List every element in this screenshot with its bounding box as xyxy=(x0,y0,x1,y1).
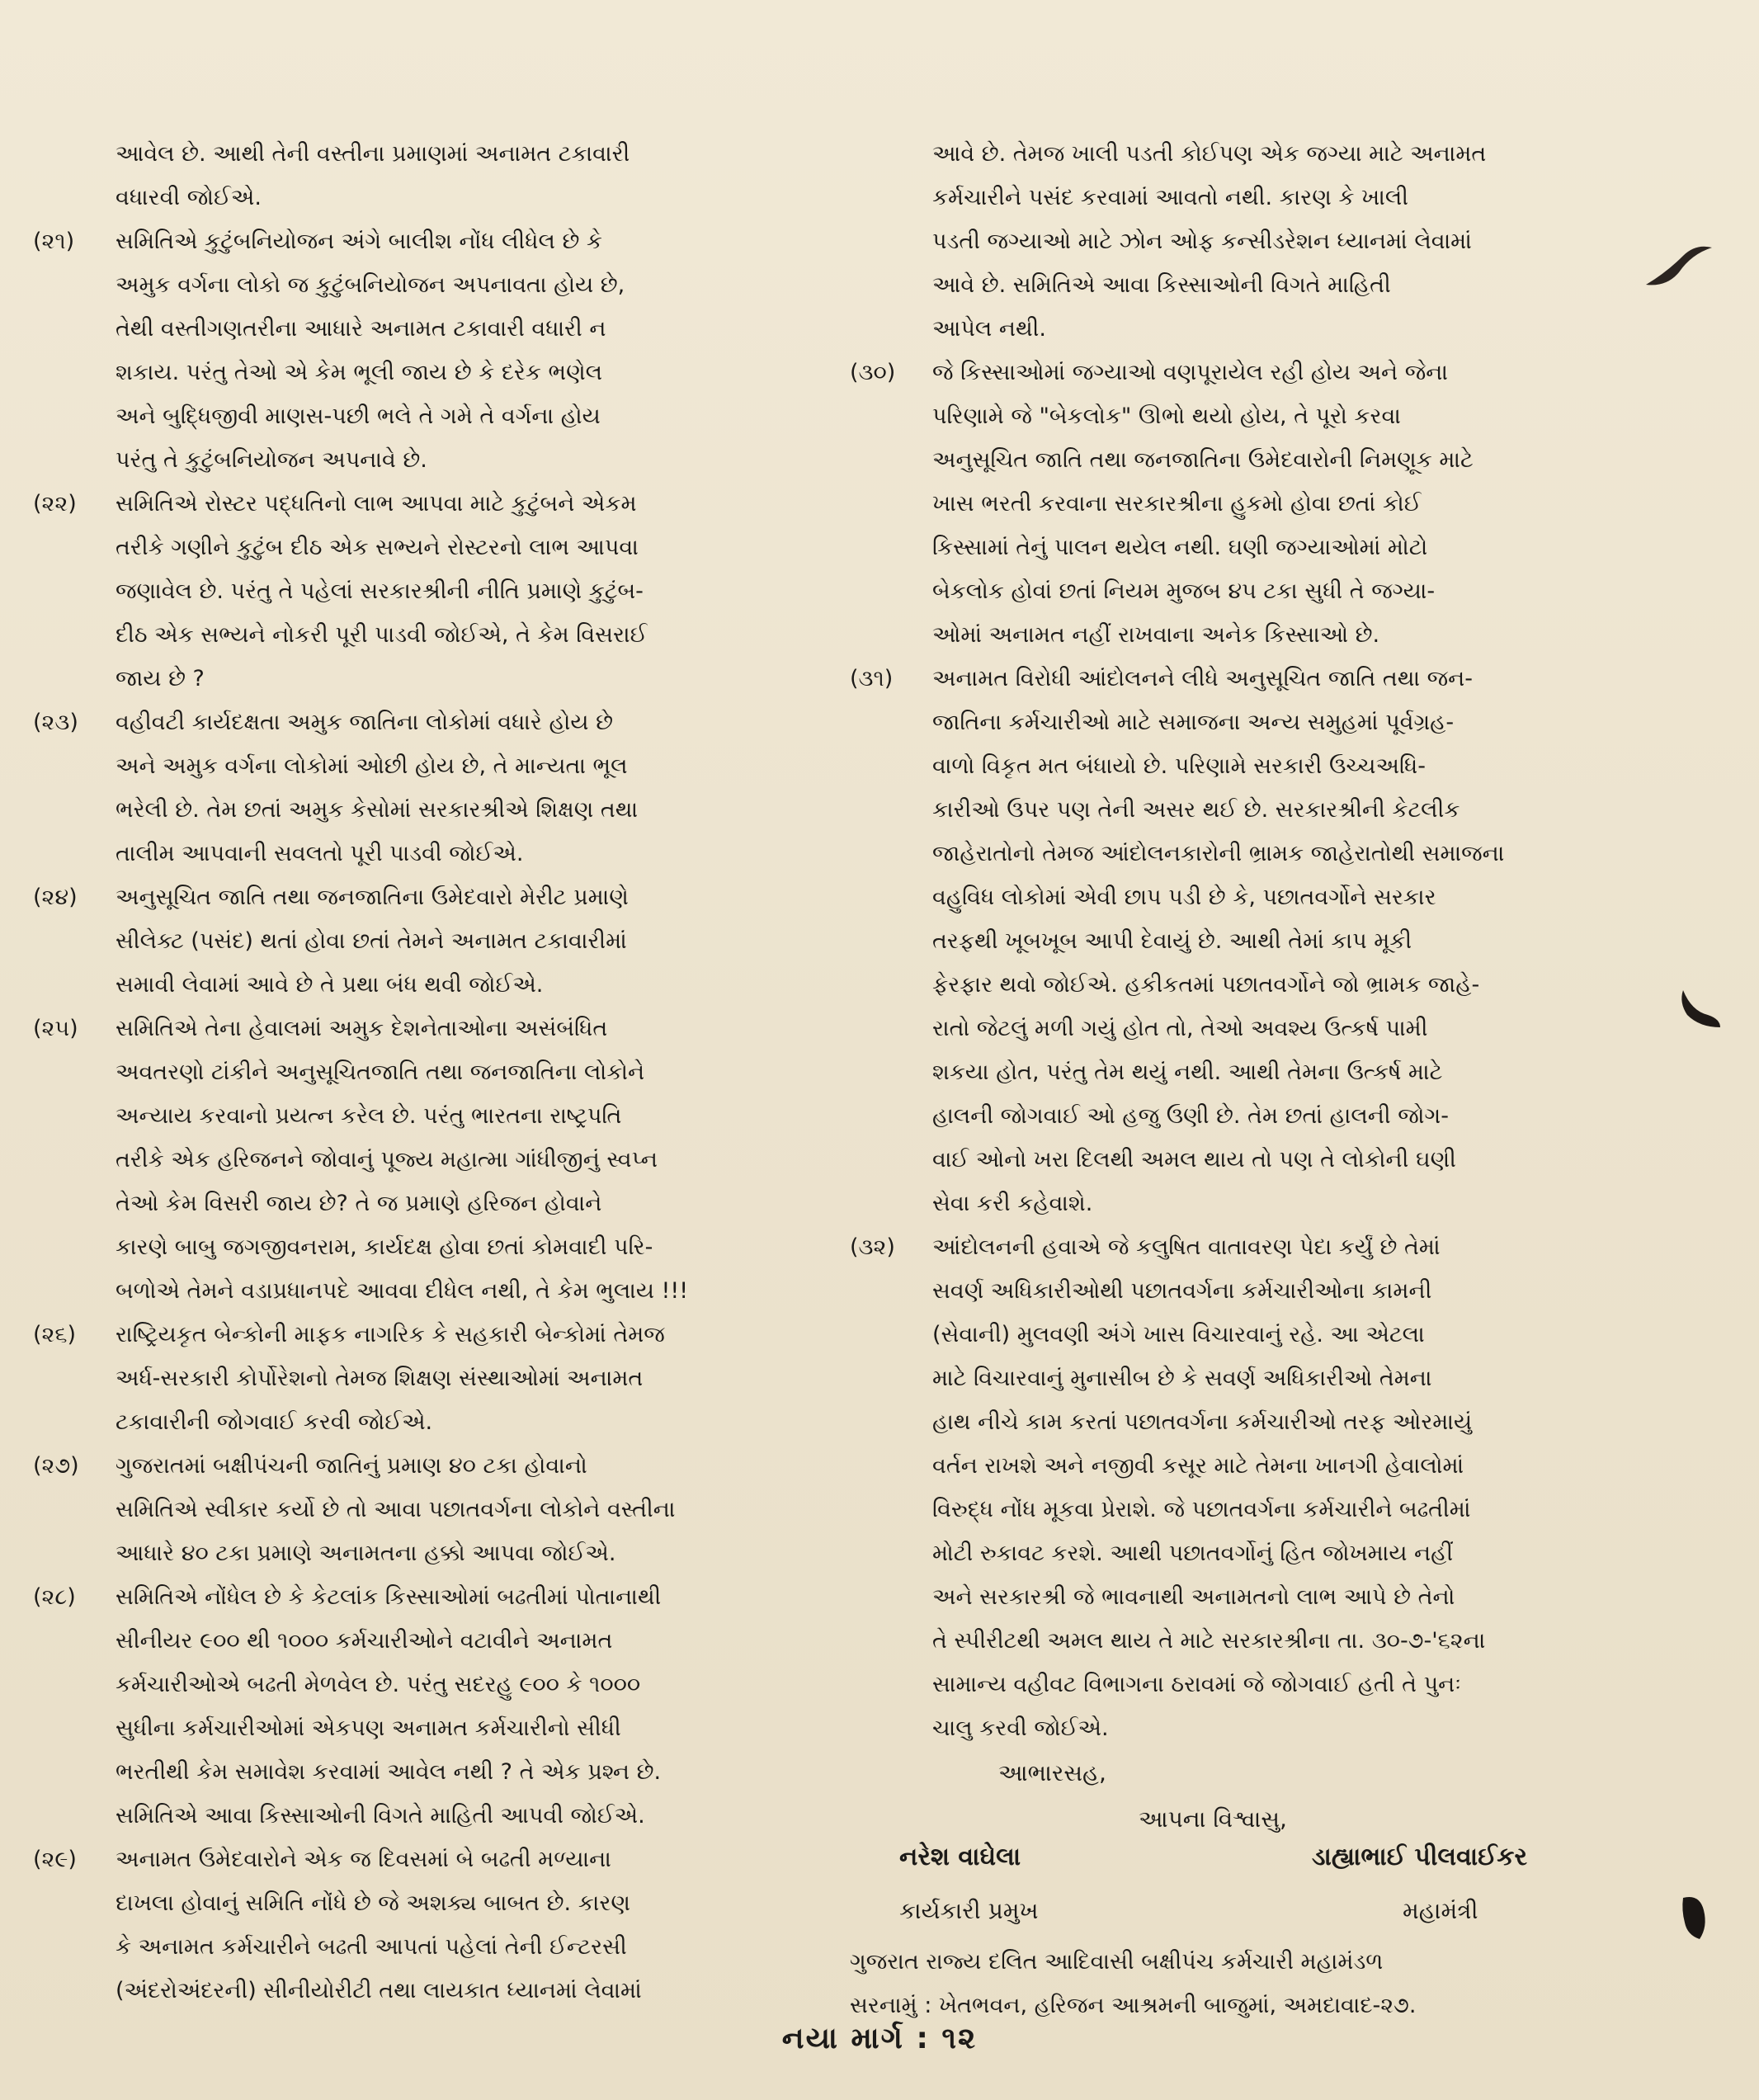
item-number: (૨૨) xyxy=(33,491,77,517)
text-line: પરિણામે જે "બેકલોક" ઊભો થયો હોય, તે પૂરો કરવા xyxy=(932,403,1401,429)
item-number: (૩૦) xyxy=(850,360,896,385)
text-line: વર્તન રાખશે અને નજીવી કસૂર માટે તેમના ખાનગી હેવાલોમાં xyxy=(932,1453,1464,1479)
text-line: સીલેક્ટ (પસંદ) થતાં હોવા છતાં તેમને અનામત ટકાવારીમાં xyxy=(116,928,627,954)
text-line: ખાસ ભરતી કરવાના સરકારશ્રીના હુકમો હોવા છતાં કોઈ xyxy=(932,491,1422,517)
text-line: પડતી જગ્યાઓ માટે ઝોન ઓફ કન્સીડરેશન ધ્યાનમાં લેવામાં xyxy=(932,229,1472,254)
text-line: અને અમુક વર્ગના લોકોમાં ઓછી હોય છે, તે માન્યતા ભૂલ xyxy=(116,753,628,779)
item-number: (૨૫) xyxy=(33,1016,78,1041)
text-line: શકાય. પરંતુ તેઓ એ કેમ ભૂલી જાય છે કે દરેક ભણેલ xyxy=(116,360,603,385)
signer1-role: કાર્યકારી પ્રમુખ xyxy=(899,1897,1039,1924)
list-item xyxy=(850,351,1609,657)
text-line: કર્મચારીઓએ બઢતી મેળવેલ છે. પરંતુ સદરહુ ૯૦૦ કે ૧૦૦૦ xyxy=(116,1672,641,1697)
text-line: વિરુદ્ધ નોંધ મૂકવા પ્રેરાશે. જે પછાતવર્ગના કર્મચારીને બઢતીમાં xyxy=(932,1497,1471,1522)
text-line: અર્ધ-સરકારી કોર્પોરેશનો તેમજ શિક્ષણ સંસ્થાઓમાં અનામત xyxy=(116,1366,644,1391)
text-line: સમિતિએ સ્વીકાર કર્યો છે તો આવા પછાતવર્ગના લોકોને વસ્તીના xyxy=(116,1497,676,1522)
text-line: માટે વિચારવાનું મુનાસીબ છે કે સવર્ણ અધિકારીઓ તેમના xyxy=(932,1366,1432,1391)
text-line: આંદોલનની હવાએ જે કલુષિત વાતાવરણ પેદા કર્યું છે તેમાં xyxy=(932,1234,1441,1260)
text-line: જાહેરાતોનો તેમજ આંદોલનકારોની ભ્રામક જાહેરાતોથી સમાજના xyxy=(932,841,1505,866)
text-line: હાથ નીચે કામ કરતાં પછાતવર્ગના કર્મચારીઓ તરફ ઓરમાયું xyxy=(932,1409,1473,1435)
page-footer: નયા માર્ગ : ૧૨ xyxy=(781,2022,978,2055)
text-line: આવેલ છે. આથી તેની વસ્તીના પ્રમાણમાં અનામત ટકાવારી xyxy=(116,141,630,167)
signature-names xyxy=(850,1843,1609,1892)
text-line: સીનીયર ૯૦૦ થી ૧૦૦૦ કર્મચારીઓને વટાવીને અનામત xyxy=(116,1628,613,1654)
text-line: દીઠ એક સભ્યને નોકરી પૂરી પાડવી જોઈએ, તે કેમ વિસરાઈ xyxy=(116,622,648,648)
list-item xyxy=(850,1225,1609,1750)
item-number: (૨૧) xyxy=(33,229,75,254)
right-column xyxy=(850,132,1609,2027)
text-line: સેવા કરી કહેવાશે. xyxy=(932,1191,1093,1216)
list-item xyxy=(33,1575,792,1838)
text-line: વાઈ ઓનો ખરા દિલથી અમલ થાય તો પણ તે લોકોની ઘણી xyxy=(932,1147,1456,1173)
text-line: ફેરફાર થવો જોઈએ. હકીકતમાં પછાતવર્ગોને જો ભ્રામક જાહે- xyxy=(932,972,1480,998)
text-line: જાય છે ? xyxy=(116,666,205,691)
text-line: ભરેલી છે. તેમ છતાં અમુક કેસોમાં સરકારશ્રીએ શિક્ષણ તથા xyxy=(116,797,639,823)
text-line: આપેલ નથી. xyxy=(932,316,1046,342)
text-line: સમિતિએ કુટુંબનિયોજન અંગે બાલીશ નોંધ લીધેલ છે કે xyxy=(116,229,602,254)
text-line: બેકલોક હોવાં છતાં નિયમ મુજબ ૪૫ ટકા સુધી તે જગ્યા- xyxy=(932,578,1436,604)
list-item xyxy=(33,1838,792,2013)
text-line: તે સ્પીરીટથી અમલ થાય તે માટે સરકારશ્રીના તા. ૩૦-૭-'૬૨ના xyxy=(932,1628,1486,1654)
text-line: તેથી વસ્તીગણતરીના આધારે અનામત ટકાવારી વધારી ન xyxy=(116,316,606,342)
text-line: ગુજરાતમાં બક્ષીપંચની જાતિનું પ્રમાણ ૪૦ ટકા હોવાનો xyxy=(116,1453,587,1479)
closing-regards: આભારસહ, xyxy=(998,1759,1106,1786)
text-line: સમિતિએ તેના હેવાલમાં અમુક દેશનેતાઓના અસંબંધિત xyxy=(116,1016,608,1041)
signer2-name: ડાહ્યાભાઈ પીલવાઈકર xyxy=(1312,1843,1527,1871)
text-line: ભરતીથી કેમ સમાવેશ કરવામાં આવેલ નથી ? તે એક પ્રશ્ન છે. xyxy=(116,1759,662,1785)
item-number: (૨૬) xyxy=(33,1322,77,1347)
text-line: સામાન્ય વહીવટ વિભાગના ઠરાવમાં જે જોગવાઈ હતી તે પુનઃ xyxy=(932,1672,1462,1697)
organization-address: સરનામું : ખેતભવન, હરિજન આશ્રમની બાજુમાં, અમદાવાદ-૨૭. xyxy=(850,1993,1417,2018)
list-item xyxy=(33,1444,792,1575)
text-line: તાલીમ આપવાની સવલતો પૂરી પાડવી જોઈએ. xyxy=(116,841,524,866)
text-line: વધારવી જોઈએ. xyxy=(116,185,262,210)
list-item xyxy=(33,482,792,701)
list-item xyxy=(33,701,792,875)
text-line: બળોએ તેમને વડાપ્રધાનપદે આવવા દીધેલ નથી, તે કેમ ભુલાય !!! xyxy=(116,1278,689,1304)
text-line: સમિતિએ નોંધેલ છે કે કેટલાંક કિસ્સાઓમાં બઢતીમાં પોતાનાથી xyxy=(116,1584,662,1610)
text-line: કારણે બાબુ જગજીવનરામ, કાર્યદક્ષ હોવા છતાં કોમવાદી પરિ- xyxy=(116,1234,653,1260)
text-line: કારીઓ ઉપર પણ તેની અસર થઈ છે. સરકારશ્રીની કેટલીક xyxy=(932,797,1460,823)
text-line: હાલની જોગવાઈ ઓ હજુ ઉણી છે. તેમ છતાં હાલની જોગ- xyxy=(932,1103,1449,1129)
item-number: (૨૮) xyxy=(33,1584,76,1610)
text-line: સમિતિએ આવા કિસ્સાઓની વિગતે માહિતી આપવી જોઈએ. xyxy=(116,1803,645,1829)
text-line: તરીકે એક હરિજનને જોવાનું પૂજ્ય મહાત્મા ગાંધીજીનું સ્વપ્ન xyxy=(116,1147,658,1173)
item-number: (૨૩) xyxy=(33,710,78,735)
text-line: કિસ્સામાં તેનું પાલન થયેલ નથી. ઘણી જગ્યાઓમાં મોટો xyxy=(932,535,1428,560)
organization-name: ગુજરાત રાજ્ય દલિત આદિવાસી બક્ષીપંચ કર્મચારી મહામંડળ xyxy=(850,1949,1384,1975)
text-line: અમુક વર્ગના લોકો જ કુટુંબનિયોજન અપનાવતા હોય છે, xyxy=(116,272,625,298)
signer2-role: મહામંત્રી xyxy=(1403,1897,1478,1924)
text-line: પરંતુ તે કુટુંબનિયોજન અપનાવે છે. xyxy=(116,447,427,473)
list-item xyxy=(33,219,792,482)
text-line: અને બુદ્ધિજીવી માણસ-પછી ભલે તે ગમે તે વર્ગના હોય xyxy=(116,403,601,429)
text-line: વહીવટી કાર્યદક્ષતા અમુક જાતિના લોકોમાં વધારે હોય છે xyxy=(116,710,613,735)
text-line: જણાવેલ છે. પરંતુ તે પહેલાં સરકારશ્રીની નીતિ પ્રમાણે કુટુંબ- xyxy=(116,578,644,604)
text-line: અવતરણો ટાંકીને અનુસૂચિતજાતિ તથા જનજાતિના લોકોને xyxy=(116,1059,645,1085)
text-line: તેઓ કેમ વિસરી જાય છે? તે જ પ્રમાણે હરિજન હોવાને xyxy=(116,1191,602,1216)
item-number: (૩૧) xyxy=(850,666,894,691)
text-line: (સેવાની) મુલવણી અંગે ખાસ વિચારવાનું રહે. આ એટલા xyxy=(932,1322,1425,1347)
text-line: અનામત ઉમેદવારોને એક જ દિવસમાં બે બઢતી મળ્યાના xyxy=(116,1847,611,1872)
signer1-name: નરેશ વાઘેલા xyxy=(899,1843,1021,1871)
text-line: રાષ્ટ્રિયકૃત બેન્કોની માફક નાગરિક કે સહકારી બેન્કોમાં તેમજ xyxy=(116,1322,665,1347)
text-line: તરીકે ગણીને કુટુંબ દીઠ એક સભ્યને રોસ્ટરનો લાભ આપવા xyxy=(116,535,639,560)
text-line: જે કિસ્સાઓમાં જગ્યાઓ વણપૂરાયેલ રહી હોય અને જેના xyxy=(932,360,1448,385)
text-line: વહુવિધ લોકોમાં એવી છાપ પડી છે કે, પછાતવર્ગોને સરકાર xyxy=(932,885,1436,910)
item-number: (૩૨) xyxy=(850,1234,895,1260)
text-line: ટકાવારીની જોગવાઈ કરવી જોઈએ. xyxy=(116,1409,433,1435)
text-line: સમિતિએ રોસ્ટર પદ્ધતિનો લાભ આપવા માટે કુટુંબને એકમ xyxy=(116,491,637,517)
left-column xyxy=(33,132,792,2013)
list-item xyxy=(33,875,792,1007)
text-line: અનુસૂચિત જાતિ તથા જનજાતિના ઉમેદવારોની નિમણૂક માટે xyxy=(932,447,1474,473)
item-number: (૨૭) xyxy=(33,1453,79,1479)
text-line: સમાવી લેવામાં આવે છે તે પ્રથા બંધ થવી જોઈએ. xyxy=(116,972,544,998)
closing-yours: આપના વિશ્વાસુ, xyxy=(1139,1805,1287,1833)
text-line: અનુસૂચિત જાતિ તથા જનજાતિના ઉમેદવારો મેરીટ પ્રમાણે xyxy=(116,885,629,910)
list-item xyxy=(33,1007,792,1313)
text-line: જાતિના કર્મચારીઓ માટે સમાજના અન્ય સમુહમાં પૂર્વગ્રહ- xyxy=(932,710,1455,735)
text-line: મોટી રુકાવટ કરશે. આથી પછાતવર્ગોનું હિત જોખમાય નહીં xyxy=(932,1541,1454,1566)
text-line: અન્યાય કરવાનો પ્રયત્ન કરેલ છે. પરંતુ ભારતના રાષ્ટ્રપતિ xyxy=(116,1103,622,1129)
smudge-mark-icon xyxy=(1675,1894,1716,1943)
text-line: શકયા હોત, પરંતુ તેમ થયું નથી. આથી તેમના ઉત્કર્ષ માટે xyxy=(932,1059,1443,1085)
text-line: આવે છે. સમિતિએ આવા કિસ્સાઓની વિગતે માહિતી xyxy=(932,272,1391,298)
text-line: આવે છે. તેમજ ખાલી પડતી કોઈપણ એક જગ્યા માટે અનામત xyxy=(932,141,1487,167)
signature-roles xyxy=(850,1892,1609,1940)
text-line: (અંદરોઅંદરની) સીનીયોરીટી તથા લાયકાત ધ્યાનમાં લેવામાં xyxy=(116,1978,642,2003)
item-number: (૨૯) xyxy=(33,1847,77,1872)
item-number: (૨૪) xyxy=(33,885,78,910)
text-line: અને સરકારશ્રી જે ભાવનાથી અનામતનો લાભ આપે છે તેનો xyxy=(932,1584,1455,1610)
text-line: વાળો વિકૃત મત બંધાયો છે. પરિણામે સરકારી ઉચ્ચઅધિ- xyxy=(932,753,1426,779)
text-line: સવર્ણ અધિકારીઓથી પછાતવર્ગના કર્મચારીઓના કામની xyxy=(932,1278,1432,1304)
text-line: તરફથી ખૂબખૂબ આપી દેવાયું છે. આથી તેમાં કાપ મૂકી xyxy=(932,928,1412,954)
text-line: સુધીના કર્મચારીઓમાં એકપણ અનામત કર્મચારીનો સીધી xyxy=(116,1715,621,1741)
text-line: અનામત વિરોધી આંદોલનને લીધે અનુસૂચિત જાતિ તથા જન- xyxy=(932,666,1474,691)
text-line: કે અનામત કર્મચારીને બઢતી આપતાં પહેલાં તેની ઈન્ટરસી xyxy=(116,1934,627,1960)
text-line: આધારે ૪૦ ટકા પ્રમાણે અનામતના હક્કો આપવા જોઈએ. xyxy=(116,1541,616,1566)
text-line: ઓમાં અનામત નહીં રાખવાના અનેક કિસ્સાઓ છે. xyxy=(932,622,1380,648)
smudge-mark-icon xyxy=(1675,982,1724,1031)
smudge-mark-icon xyxy=(1642,239,1716,297)
text-line: ચાલુ કરવી જોઈએ. xyxy=(932,1715,1109,1741)
list-item xyxy=(850,657,1609,1225)
list-item xyxy=(33,1313,792,1444)
text-line: કર્મચારીને પસંદ કરવામાં આવતો નથી. કારણ કે ખાલી xyxy=(932,185,1408,210)
text-line: રાતો જેટલું મળી ગયું હોત તો, તેઓ અવશ્ય ઉત્કર્ષ પામી xyxy=(932,1016,1428,1041)
text-line: દાખલા હોવાનું સમિતિ નોંધે છે જે અશક્ય બાબત છે. કારણ xyxy=(116,1890,630,1916)
